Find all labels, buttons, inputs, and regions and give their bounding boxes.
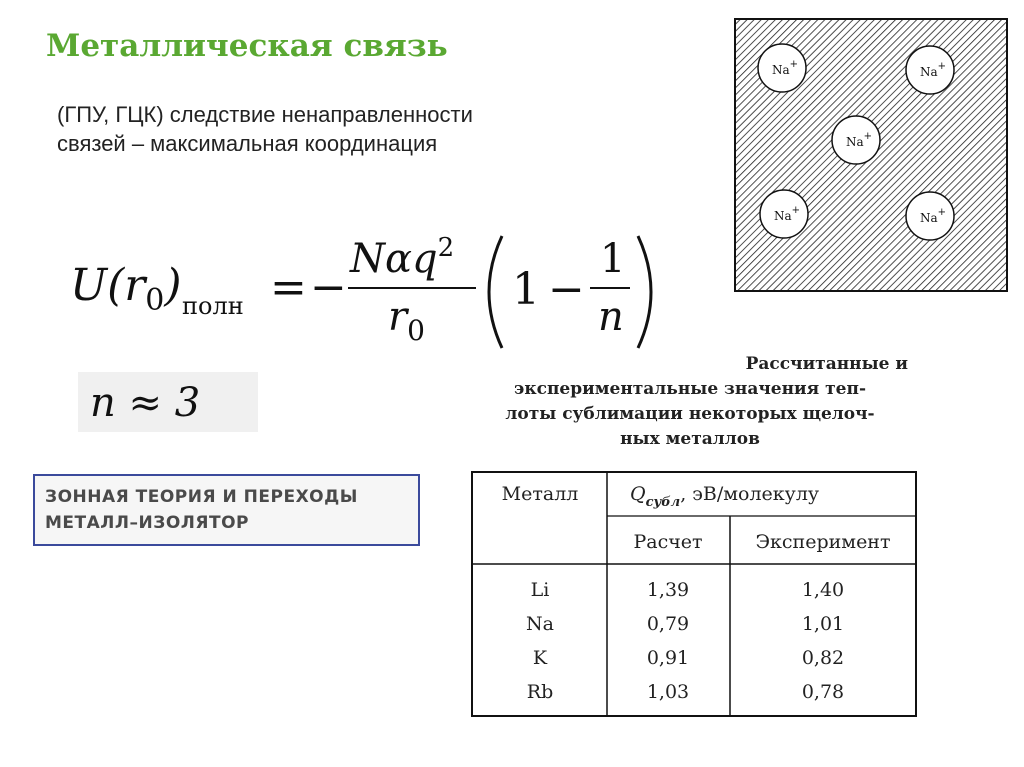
na-ion-label: Na <box>774 209 792 223</box>
formula-right-paren <box>638 236 651 348</box>
na-ion-label: Na <box>772 63 790 77</box>
na-ion-center <box>832 116 880 164</box>
na-ion-charge: + <box>937 61 947 72</box>
energy-formula <box>70 222 670 362</box>
formula-numerator-exp: 2 <box>437 233 455 263</box>
table-row <box>527 681 844 703</box>
na-ion-label: Na <box>920 65 938 79</box>
na-ion-top-right <box>906 46 954 94</box>
header-q-units: , эВ/молекулу <box>680 483 820 505</box>
table-row <box>533 647 844 669</box>
na-ion-label: Na <box>920 211 938 225</box>
slide-title: Металлическая связь <box>46 28 448 64</box>
row-exp: 1,01 <box>801 613 845 635</box>
header-q-symbol: Q <box>630 483 646 505</box>
header-calc: Расчет <box>633 531 703 553</box>
formula-denominator-sub: 0 <box>407 314 425 347</box>
na-ion-top-left <box>758 44 806 92</box>
zone-theory-box <box>33 474 420 546</box>
row-metal: Rb <box>526 681 554 703</box>
row-metal: Na <box>526 613 554 635</box>
caption-line-2: экспериментальные значения теп- <box>514 379 866 399</box>
table-row <box>531 579 845 601</box>
subtitle-line-1: (ГПУ, ГЦК) следствие ненаправленности <box>57 102 473 127</box>
row-calc: 1,03 <box>646 681 690 703</box>
formula-one: 1 <box>512 264 540 315</box>
header-exp: Эксперимент <box>755 531 891 553</box>
subtitle <box>57 100 577 158</box>
na-ion-bottom-right <box>906 192 954 240</box>
table-row <box>526 613 844 635</box>
metal-lattice-diagram <box>734 18 1008 292</box>
na-ion-charge: + <box>791 205 801 216</box>
formula-n-approx: n ≈ 3 <box>90 380 201 426</box>
caption-line-1: Рассчитанные и <box>745 354 908 374</box>
zone-box-line-1: ЗОННАЯ ТЕОРИЯ И ПЕРЕХОДЫ <box>45 487 358 507</box>
na-ion-label: Na <box>846 135 864 149</box>
row-calc: 0,79 <box>646 613 690 635</box>
formula-frac-num: 1 <box>600 236 626 282</box>
formula-lhs-sub: полн <box>182 292 244 320</box>
formula-numerator: Nαq <box>350 236 438 282</box>
row-exp: 1,40 <box>801 579 845 601</box>
row-calc: 0,91 <box>646 647 690 669</box>
formula-lhs-main: U(r <box>70 260 146 311</box>
na-ion-bottom-left <box>760 190 808 238</box>
sublimation-table <box>470 470 920 718</box>
formula-inner-minus: − <box>548 264 585 315</box>
formula-lhs-close: ) <box>164 260 182 311</box>
row-exp: 0,82 <box>801 647 845 669</box>
table-caption <box>460 352 920 452</box>
header-q <box>630 483 819 510</box>
svg-text:Nαq2 <box>349 233 454 282</box>
formula-denominator: r <box>388 294 408 340</box>
row-metal: K <box>532 647 548 669</box>
caption-line-4: ных металлов <box>620 429 760 449</box>
svg-text:r0 <box>388 294 425 347</box>
formula-lhs-sub0: 0 <box>145 283 165 318</box>
svg-text:U(r0) <box>70 260 182 318</box>
formula-n-box <box>78 372 258 432</box>
formula-minus: − <box>310 262 347 313</box>
caption-line-3: лоты сублимации некоторых щелоч- <box>505 404 875 424</box>
formula-equals: = <box>270 262 307 313</box>
formula-frac-den: n <box>598 294 624 340</box>
row-exp: 0,78 <box>801 681 845 703</box>
na-ion-charge: + <box>789 59 799 70</box>
row-metal: Li <box>530 579 550 601</box>
na-ion-charge: + <box>863 131 873 142</box>
na-ion-charge: + <box>937 207 947 218</box>
row-calc: 1,39 <box>646 579 690 601</box>
header-q-sub: субл <box>645 495 681 510</box>
subtitle-line-2: связей – максимальная координация <box>57 131 438 156</box>
header-metal: Металл <box>501 483 579 505</box>
zone-box-line-2: МЕТАЛЛ–ИЗОЛЯТОР <box>45 513 249 533</box>
formula-left-paren <box>489 236 502 348</box>
